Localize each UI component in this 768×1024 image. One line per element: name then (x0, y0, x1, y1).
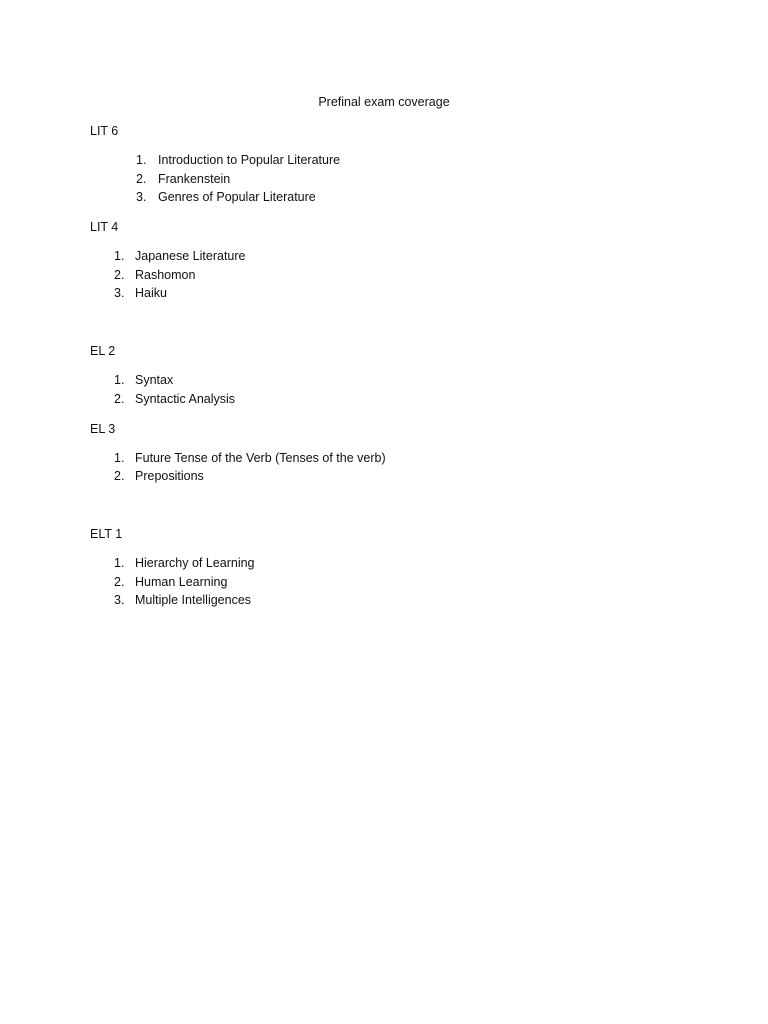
section-heading-elt1: ELT 1 (90, 527, 123, 541)
list-item-number: 1. (114, 451, 125, 465)
list-item (114, 555, 255, 571)
list-item (114, 372, 174, 388)
list-item (114, 592, 252, 608)
list-item-number: 2. (114, 268, 125, 282)
list-item-text: Japanese Literature (135, 249, 246, 263)
list-item-number: 3. (114, 286, 125, 300)
list-item-text: Frankenstein (158, 172, 231, 186)
list-item-number: 2. (136, 172, 147, 186)
section-heading-lit6: LIT 6 (90, 124, 119, 138)
list-item (114, 391, 236, 407)
list-item-number: 3. (114, 593, 125, 607)
document-title: Prefinal exam coverage (318, 95, 450, 109)
list-item (114, 468, 204, 484)
list-item-text: Human Learning (135, 575, 228, 589)
list-item-number: 3. (136, 190, 147, 204)
list-item (114, 450, 386, 466)
list-item (136, 189, 316, 205)
list-item (114, 248, 246, 264)
list-item-number: 1. (136, 153, 147, 167)
list-item-number: 1. (114, 249, 125, 263)
list-item-text: Hierarchy of Learning (135, 556, 255, 570)
list-item-text: Syntax (135, 373, 174, 387)
list-item-text: Multiple Intelligences (135, 593, 252, 607)
list-item-text: Prepositions (135, 469, 204, 483)
list-item (114, 574, 228, 590)
section-heading-el2: EL 2 (90, 344, 116, 358)
list-item-text: Introduction to Popular Literature (158, 153, 341, 167)
list-item-number: 2. (114, 469, 125, 483)
section-heading-lit4: LIT 4 (90, 220, 119, 234)
list-item-number: 2. (114, 575, 125, 589)
list-item (114, 285, 167, 301)
list-item-text: Future Tense of the Verb (Tenses of the verb) (135, 451, 386, 465)
list-item-text: Syntactic Analysis (135, 392, 236, 406)
list-item-text: Genres of Popular Literature (158, 190, 316, 204)
list-item (114, 267, 196, 283)
list-item-number: 2. (114, 392, 125, 406)
list-item-number: 1. (114, 556, 125, 570)
section-heading-el3: EL 3 (90, 422, 116, 436)
list-item-text: Rashomon (135, 268, 196, 282)
list-item-number: 1. (114, 373, 125, 387)
list-item-text: Haiku (135, 286, 167, 300)
list-item (136, 171, 231, 187)
list-item (136, 152, 341, 168)
